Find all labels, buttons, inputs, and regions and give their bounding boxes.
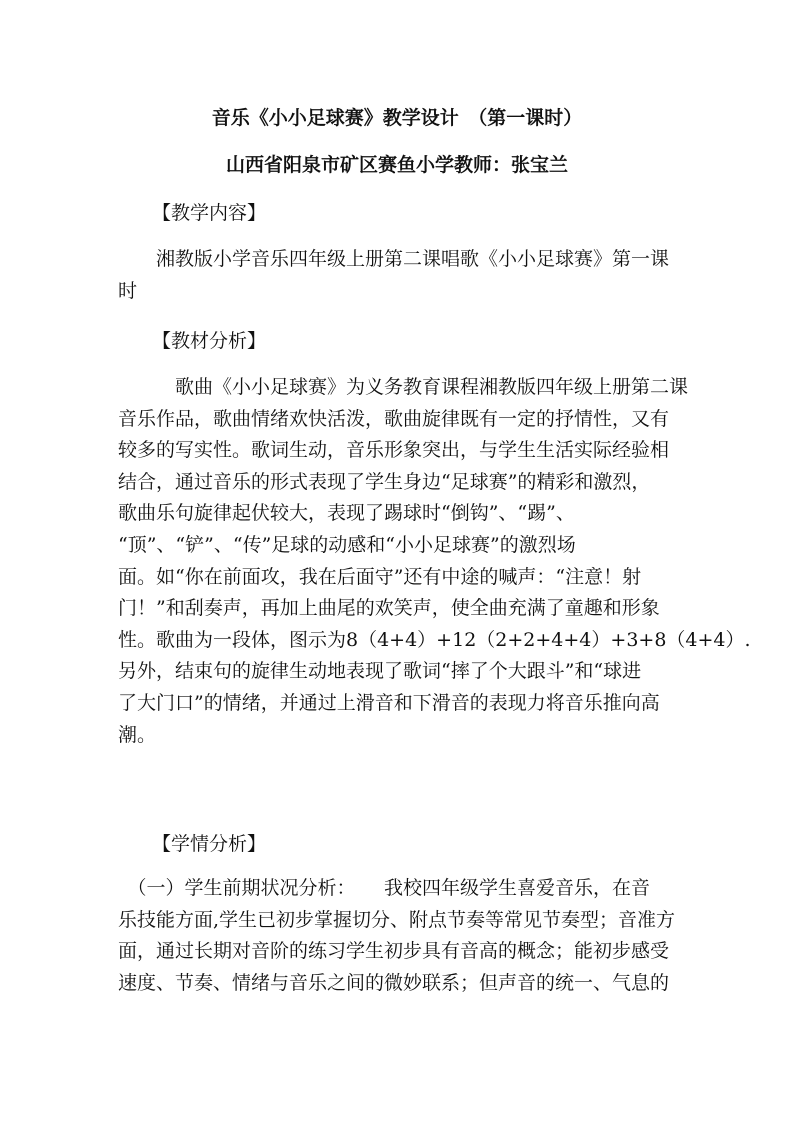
paragraph-line: 湘教版小学音乐四年级上册第二课唱歌《小小足球赛》第一课 (118, 248, 670, 270)
paragraph-line: （一）学生前期状况分析： 我校四年级学生喜爱音乐，在音 (118, 877, 651, 899)
paragraph-line: 潮。 (118, 723, 157, 746)
paragraph-line: 了大门口”的情绪，并通过上滑音和下滑音的表现力将音乐推向高 (118, 691, 660, 714)
paragraph-line: 面，通过长期对音阶的练习学生初步具有音高的概念；能初步感受 (118, 940, 670, 963)
paragraph-line: 门！”和刮奏声，再加上曲尾的欢笑声，使全曲充满了童趣和形象 (118, 597, 660, 620)
paragraph-line: 乐技能方面,学生已初步掌握切分、附点节奏等常见节奏型；音准方 (118, 908, 676, 931)
section-heading-learner-analysis: 【学情分析】 (152, 833, 267, 855)
paragraph-line: 较多的写实性。歌词生动，音乐形象突出，与学生生活实际经验相 (118, 439, 670, 462)
paragraph-line: 另外，结束句的旋律生动地表现了歌词“摔了个大跟斗”和“球进 (118, 660, 642, 683)
paragraph-line: 时 (118, 279, 138, 302)
paragraph-line: 歌曲乐句旋律起伏较大，表现了踢球时“倒钩”、“踢”、 (118, 502, 575, 525)
section-heading-material-analysis: 【教材分析】 (152, 330, 267, 352)
paragraph-line: 音乐作品，歌曲情绪欢快活泼，歌曲旋律既有一定的抒情性，又有 (118, 407, 670, 430)
paragraph-line: “顶”、“铲”、“传”足球的动感和“小小足球赛”的激烈场 (118, 533, 576, 556)
paragraph-line: 面。如“你在前面攻，我在后面守”还有中途的喊声：“注意！射 (118, 565, 642, 588)
paragraph-line: 结合，通过音乐的形式表现了学生身边“足球赛”的精彩和激烈， (118, 470, 651, 493)
paragraph-line: 速度、节奏、情绪与音乐之间的微妙联系；但声音的统一、气息的 (118, 971, 670, 994)
paragraph-line: 歌曲《小小足球赛》为义务教育课程湘教版四年级上册第二课 (118, 376, 689, 398)
document-title: 音乐《小小足球赛》教学设计 （第一课时） (211, 107, 583, 129)
section-body-learner-analysis (118, 873, 678, 999)
paragraph-line: 性。歌曲为一段体，图示为8（4+4）+12（2+2+4+4）+3+8（4+4）. (118, 628, 751, 651)
section-body-teaching-content (118, 244, 678, 307)
section-heading-teaching-content: 【教学内容】 (152, 202, 267, 224)
section-body-material-analysis (118, 372, 751, 751)
author-line: 山西省阳泉市矿区赛鱼小学教师：张宝兰 (225, 154, 568, 176)
